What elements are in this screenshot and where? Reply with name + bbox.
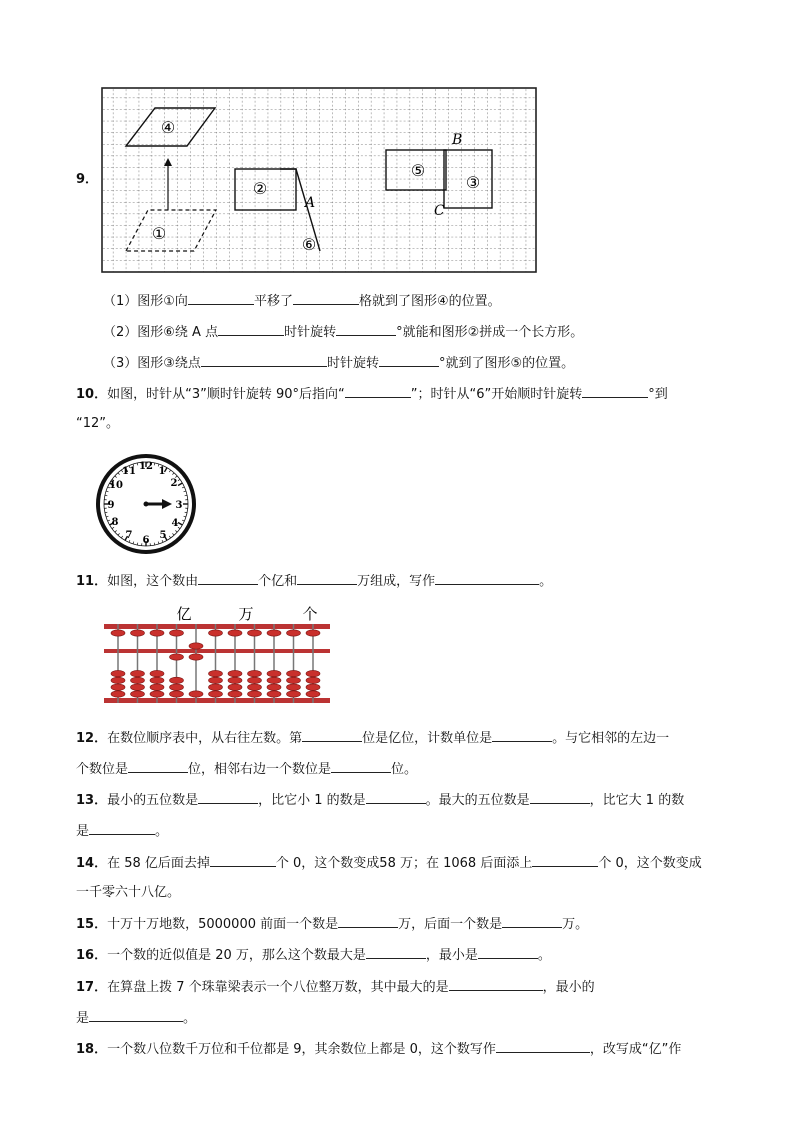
answer-blank[interactable] xyxy=(338,913,398,928)
q16-line1: 16．一个数的近似值是 20 万，那么这个数最大是 ，最小是 。 xyxy=(76,944,551,966)
clock-number-8: 8 xyxy=(111,517,119,528)
q9-sub2: （2）图形⑥绕 A 点 时针旋转 °就能和图形②拼成一个长方形。 xyxy=(103,321,583,343)
q12-line2: 个数位是 位，相邻右边一个数位是 位。 xyxy=(76,758,417,780)
answer-blank[interactable] xyxy=(302,727,362,742)
answer-blank[interactable] xyxy=(530,789,590,804)
answer-blank[interactable] xyxy=(582,383,648,398)
clock-number-3: 3 xyxy=(175,500,183,511)
figure-label-1: ① xyxy=(151,224,167,243)
figure-label-5: ⑤ xyxy=(410,161,426,180)
answer-blank[interactable] xyxy=(210,852,276,867)
figure-label-4: ④ xyxy=(160,118,176,137)
clock-number-5: 5 xyxy=(159,530,167,541)
answer-blank[interactable] xyxy=(379,352,439,367)
point-c: C xyxy=(434,203,445,219)
answer-blank[interactable] xyxy=(89,1007,183,1022)
q17-line2: 是 。 xyxy=(76,1007,196,1029)
answer-blank[interactable] xyxy=(218,321,284,336)
answer-blank[interactable] xyxy=(502,913,562,928)
answer-blank[interactable] xyxy=(188,290,254,305)
figure-label-3: ③ xyxy=(465,173,481,192)
point-b: B xyxy=(452,132,463,148)
q9-number: 9． xyxy=(76,172,99,187)
q18-line1: 18．一个数八位数千万位和千位都是 9，其余数位上都是 0，这个数写作 ，改写成“亿”作 xyxy=(76,1038,681,1060)
answer-blank[interactable] xyxy=(345,383,411,398)
answer-blank[interactable] xyxy=(449,976,543,991)
clock-number-2: 2 xyxy=(170,478,178,489)
answer-blank[interactable] xyxy=(492,727,552,742)
answer-blank[interactable] xyxy=(336,321,396,336)
q12-line1: 12．在数位顺序表中，从右往左数。第 位是亿位，计数单位是 。与它相邻的左边一 xyxy=(76,727,669,749)
q17-line1: 17．在算盘上拨 7 个珠靠梁表示一个八位整万数，其中最大的是 ，最小的 xyxy=(76,976,595,998)
clock-number-7: 7 xyxy=(125,530,133,541)
clock-number-9: 9 xyxy=(107,500,115,511)
answer-blank[interactable] xyxy=(496,1038,590,1053)
answer-blank[interactable] xyxy=(198,570,258,585)
q10-line2: “12”。 xyxy=(76,416,120,431)
answer-blank[interactable] xyxy=(532,852,598,867)
answer-blank[interactable] xyxy=(201,352,327,367)
abacus-figure xyxy=(100,602,340,706)
answer-blank[interactable] xyxy=(435,570,539,585)
answer-blank[interactable] xyxy=(331,758,391,773)
q14-line1: 14．在 58 亿后面去掉 个 0，这个数变成58 万；在 1068 后面添上 个 0，这个数变成 xyxy=(76,852,702,874)
clock-figure xyxy=(94,452,200,556)
clock-number-10: 10 xyxy=(109,480,123,491)
abacus-label-yi: 亿 xyxy=(176,605,192,623)
clock-number-12: 12 xyxy=(139,461,153,472)
q14-line2: 一千零六十八亿。 xyxy=(76,885,181,900)
answer-blank[interactable] xyxy=(293,290,359,305)
figure-label-2: ② xyxy=(252,179,268,198)
point-a: A xyxy=(305,195,316,211)
q10-line1: 10．如图，时针从“3”顺时针旋转 90°后指向“ ”；时针从“6”开始顺时针旋转 °到 xyxy=(76,383,668,405)
q9-grid-figure xyxy=(100,86,540,276)
q11-line1: 11．如图，这个数由 个亿和 万组成，写作 。 xyxy=(76,570,552,592)
abacus-label-ge: 个 xyxy=(302,605,318,623)
answer-blank[interactable] xyxy=(297,570,357,585)
answer-blank[interactable] xyxy=(198,789,258,804)
answer-blank[interactable] xyxy=(128,758,188,773)
q13-line1: 13．最小的五位数是 ，比它小 1 的数是 。最大的五位数是 ，比它大 1 的数 xyxy=(76,789,684,811)
answer-blank[interactable] xyxy=(89,820,155,835)
answer-blank[interactable] xyxy=(478,944,538,959)
abacus-label-wan: 万 xyxy=(238,605,254,623)
q9-sub1: （1）图形①向 平移了 格就到了图形④的位置。 xyxy=(103,290,501,312)
q13-line2: 是 。 xyxy=(76,820,168,842)
q9-sub3: （3）图形③绕点 时针旋转 °就到了图形⑤的位置。 xyxy=(103,352,574,374)
q15-line1: 15．十万十万地数，5000000 前面一个数是 万，后面一个数是 万。 xyxy=(76,913,588,935)
clock-number-11: 11 xyxy=(122,466,136,477)
answer-blank[interactable] xyxy=(366,944,426,959)
figure-label-6: ⑥ xyxy=(301,235,317,254)
clock-number-6: 6 xyxy=(142,535,150,546)
answer-blank[interactable] xyxy=(366,789,426,804)
clock-number-1: 1 xyxy=(158,466,166,477)
clock-number-4: 4 xyxy=(171,518,179,529)
